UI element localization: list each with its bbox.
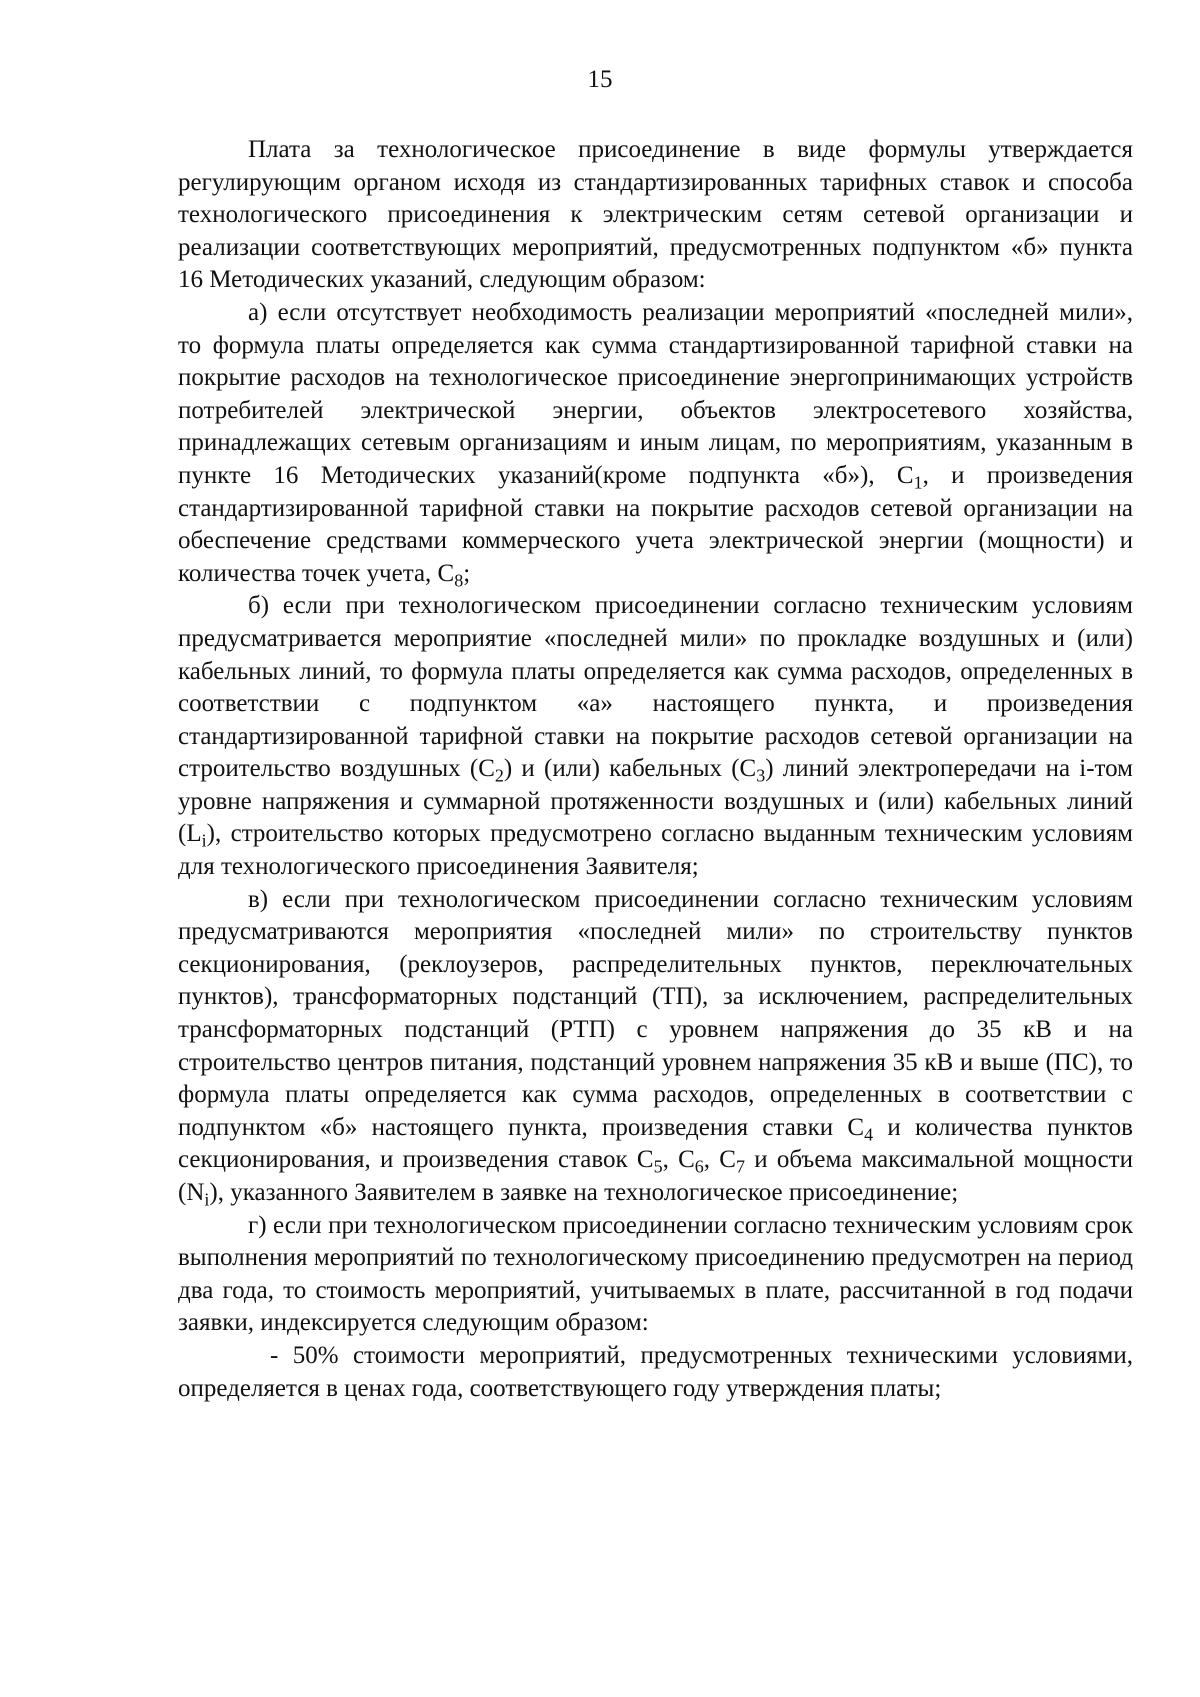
subscript: 2 bbox=[494, 765, 504, 786]
paragraph-item-b: б) если при технологическом присоединении согласно техническим условиям предусматривается мероприятие «последней мили» по прокладке воздушных и (или) кабельных линий, то формула платы определяется как сумма расходов, определенных в соответствии с подпунктом «а» настоящего пункта, и произведения стандартизированной тарифной ставки на покрытие расходов сетевой организации на строительство воздушных $(С_2)$ и (или) кабельных $(С_3)$ линий электропередачи на i-том уровне напряжения и суммарной протяженности воздушных и (или) кабельных линий $(L_i)$, строительство которых предусмотрено согласно выданным техническим условиям для технологического присоединения Заявителя; bbox=[178, 592, 1133, 881]
subscript: 5 bbox=[653, 1156, 663, 1177]
subscript: 7 bbox=[735, 1156, 745, 1177]
paragraph-intro: Плата за технологическое присоединение в виде формулы утверждается регулирующим органом исходя из стандартизированных тарифных ставок и способа технологического присоединения к электрическим сетям сетевой организации и реализации соответствующих мероприятий, предусмотренных подпунктом «б» пункта 16 Методических указаний, следующим образом: bbox=[178, 136, 1133, 294]
subscript: 3 bbox=[756, 765, 766, 786]
paragraph-item-v: в) если при технологическом присоединении согласно техническим условиям предусматриваются мероприятия «последней мили» по строительству пунктов секционирования, (реклоузеров, распределительных пунктов, переключательных пунктов), трансформаторных подстанций (ТП), за исключением, распределительных трансформаторных подстанций (РТП) с уровнем напряжения до 35 кВ и на строительство центров питания, подстанций уровнем напряжения 35 кВ и выше (ПС), то формула платы определяется как сумма расходов, определенных в соответствии с подпунктом «б» настоящего пункта, произведения ставки $С_4$ и количества пунктов секционирования, и произведения ставок $С_5$, $С_6$, $С_7$ и объема максимальной мощности $(N_i)$, указанного Заявителем в заявке на технологическое присоединение; bbox=[178, 885, 1133, 1210]
subscript: 6 bbox=[694, 1156, 704, 1177]
subscript: i bbox=[201, 830, 207, 851]
paragraph-item-a: а) если отсутствует необходимость реализации мероприятий «последней мили», то формула платы определяется как сумма стандартизированной тарифной ставки на покрытие расходов на технологическое присоединение энергопринимающих устройств потребителей электрической энергии, объектов электросетевого хозяйства, принадлежащих сетевым организациям и иным лицам, по мероприятиям, указанным в пункте 16 Методических указаний(кроме подпункта «б»), $С_1$, и произведения стандартизированной тарифной ставки на покрытие расходов сетевой организации на обеспечение средствами коммерческого учета электрической энергии (мощности) и количества точек учета, $С_8$; bbox=[178, 298, 1133, 591]
document-body bbox=[178, 134, 1133, 1405]
paragraph-item-g: г) если при технологическом присоединении согласно техническим условиям срок выполнения мероприятий по технологическому присоединению предусмотрен на период два года, то стоимость мероприятий, учитываемых в плате, рассчитанной в год подачи заявки, индексируется следующим образом: bbox=[178, 1211, 1133, 1337]
subscript: 1 bbox=[913, 472, 923, 493]
subscript: i bbox=[204, 1189, 210, 1210]
subscript: 8 bbox=[454, 570, 464, 591]
page-number: 15 bbox=[587, 66, 613, 93]
paragraph-dash-item: - 50% стоимости мероприятий, предусмотренных техническими условиями, определяется в ценах года, соответствующего году утверждения платы; bbox=[178, 1341, 1133, 1402]
subscript: 4 bbox=[864, 1124, 874, 1145]
